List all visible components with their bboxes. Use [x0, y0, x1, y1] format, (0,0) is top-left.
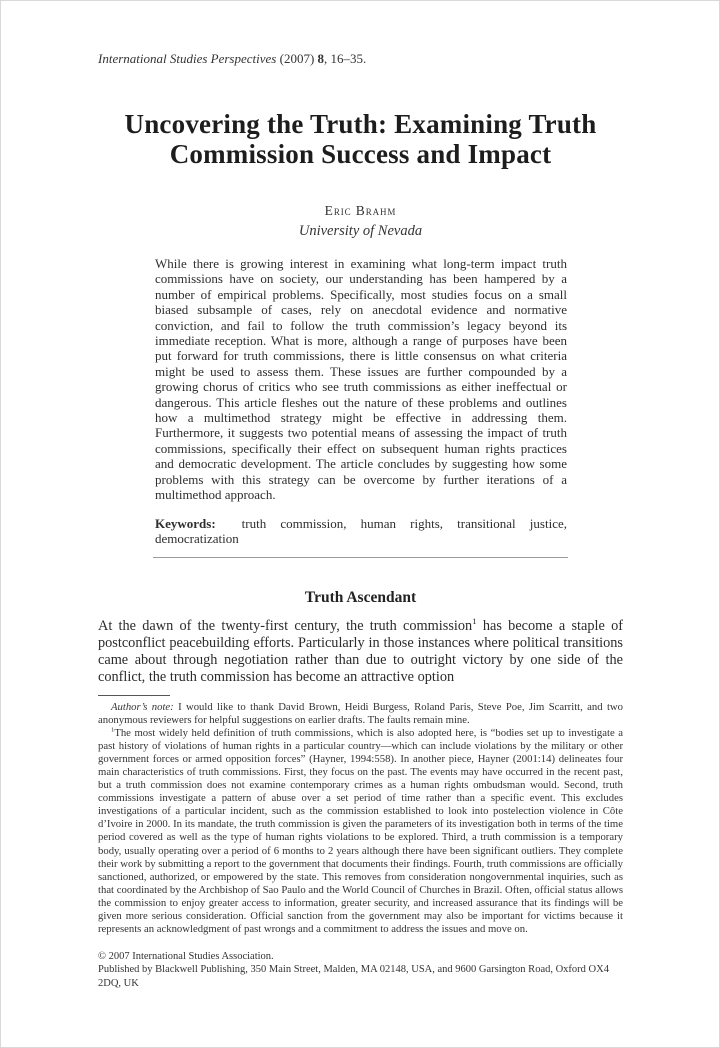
keywords-block	[155, 516, 567, 547]
authors-note	[98, 701, 623, 727]
footnote-1	[98, 727, 623, 937]
footnote-1-text: The most widely held definition of truth commissions, which is also adopted here, is “bodies set up to investigate a past history of violations of human rights in a particular country—which can include violations by the military or other government forces or armed opposition forces” (Hayner, 1994:558). In another piece, Hayner (2001:14) delineates four main characteristics of truth commissions. First, they focus on the past. The events may have occurred in the recent past, but a truth commission does not examine contemporary crimes as a human rights ombudsman would. Second, truth commissions investigate a pattern of abuse over a set period of time rather than a specific event. This excludes investigations of a particular incident, such as the commission established to look into postelection violence in Côte d’Ivoire in 2000. In its mandate, the truth commission is given the parameters of its investigation both in terms of the time period covered as well as the type of human rights violations to be explored. Third, a truth commission is a temporary body, usually operating over a period of 6 months to 2 years although there have been significant outliers. They complete their work by submitting a report to the government that documents their findings. Fourth, truth commissions are officially sanctioned, authorized, or empowered by the state. This removes from consideration nongovernmental inquiries, such as that coordinated by the Archbishop of Sao Paulo and the World Council of Churches in Brazil. Often, official status allows the commission to enjoy greater access to information, greater security, and increased assurance that its findings will be given more serious consideration. Official sanction from the government may also be important for victims because it represents an acknowledgment of past wrongs and a commitment to address the issues and move on.	[98, 726, 623, 936]
abstract-divider	[153, 557, 568, 558]
author-name: Eric Brahm	[324, 203, 397, 218]
authors-note-label: Author’s note:	[111, 700, 174, 713]
journal-header	[98, 51, 623, 67]
body-paragraph	[98, 618, 623, 685]
journal-name: International Studies Perspectives	[98, 51, 277, 66]
title-line-1: Uncovering the Truth: Examining Truth	[124, 109, 597, 139]
footnote-divider	[98, 695, 170, 696]
section-heading: Truth Ascendant	[304, 589, 417, 607]
footnote-1-marker: 1	[111, 726, 115, 734]
authors-note-text: I would like to thank David Brown, Heidi Burgess, Roland Paris, Steve Poe, Jim Scarritt, and two anonymous reviewers for helpful suggestions on earlier drafts. The faults remain mine.	[98, 700, 623, 726]
title-line-2: Commission Success and Impact	[169, 139, 552, 169]
copyright-line: © 2007 International Studies Association.	[98, 951, 274, 963]
body-text-before-footnote: At the dawn of the twenty-first century, the truth commission	[98, 618, 473, 635]
keywords-text: truth commission, human rights, transitional justice, democratization	[155, 515, 567, 546]
footnote-reference-sup: 1	[472, 616, 477, 627]
abstract-text: While there is growing interest in examining what long-term impact truth commissions have on society, our understanding has been hampered by a number of empirical problems. Specifically, most studies focus on a small biased subsample of cases, rely on anecdotal evidence and normative conviction, and fail to follow the truth commission’s legacy beyond its immediate reception. What is more, although a range of purposes have been put forward for truth commissions, there is little consensus on what criteria might be used to assess them. These issues are further compounded by a growing chorus of critics who see truth commissions as either ineffectual or dangerous. This article fleshes out the nature of these problems and outlines how a multimethod strategy might be effective in addressing them. Furthermore, it suggests two potential means of assessing the impact of truth commissions, specifically their effect on subsequent human rights practices and democratic development. The article concludes by suggesting how some problems with this strategy can be overcome by further iterations of a multimethod approach.	[155, 256, 567, 503]
journal-year: (2007)	[276, 51, 318, 66]
keywords-label: Keywords:	[155, 515, 216, 531]
author-affiliation: University of Nevada	[298, 223, 423, 239]
journal-volume: 8	[317, 51, 325, 66]
body-text-after-footnote: has become a staple of postconflict peacebuilding efforts. Particularly in those instances where political transitions came about through negotiation rather than due to outright victory by one side of the conflict, the truth commission has become an attractive option	[98, 618, 623, 685]
article-title	[98, 109, 623, 169]
footnotes-block	[98, 701, 623, 937]
publisher-line: Published by Blackwell Publishing, 350 Main Street, Malden, MA 02148, USA, and 9600 Garsington Road, Oxford OX4 2DQ, UK	[98, 964, 609, 989]
imprint-block	[98, 950, 623, 990]
journal-pages: , 16–35.	[324, 51, 367, 66]
